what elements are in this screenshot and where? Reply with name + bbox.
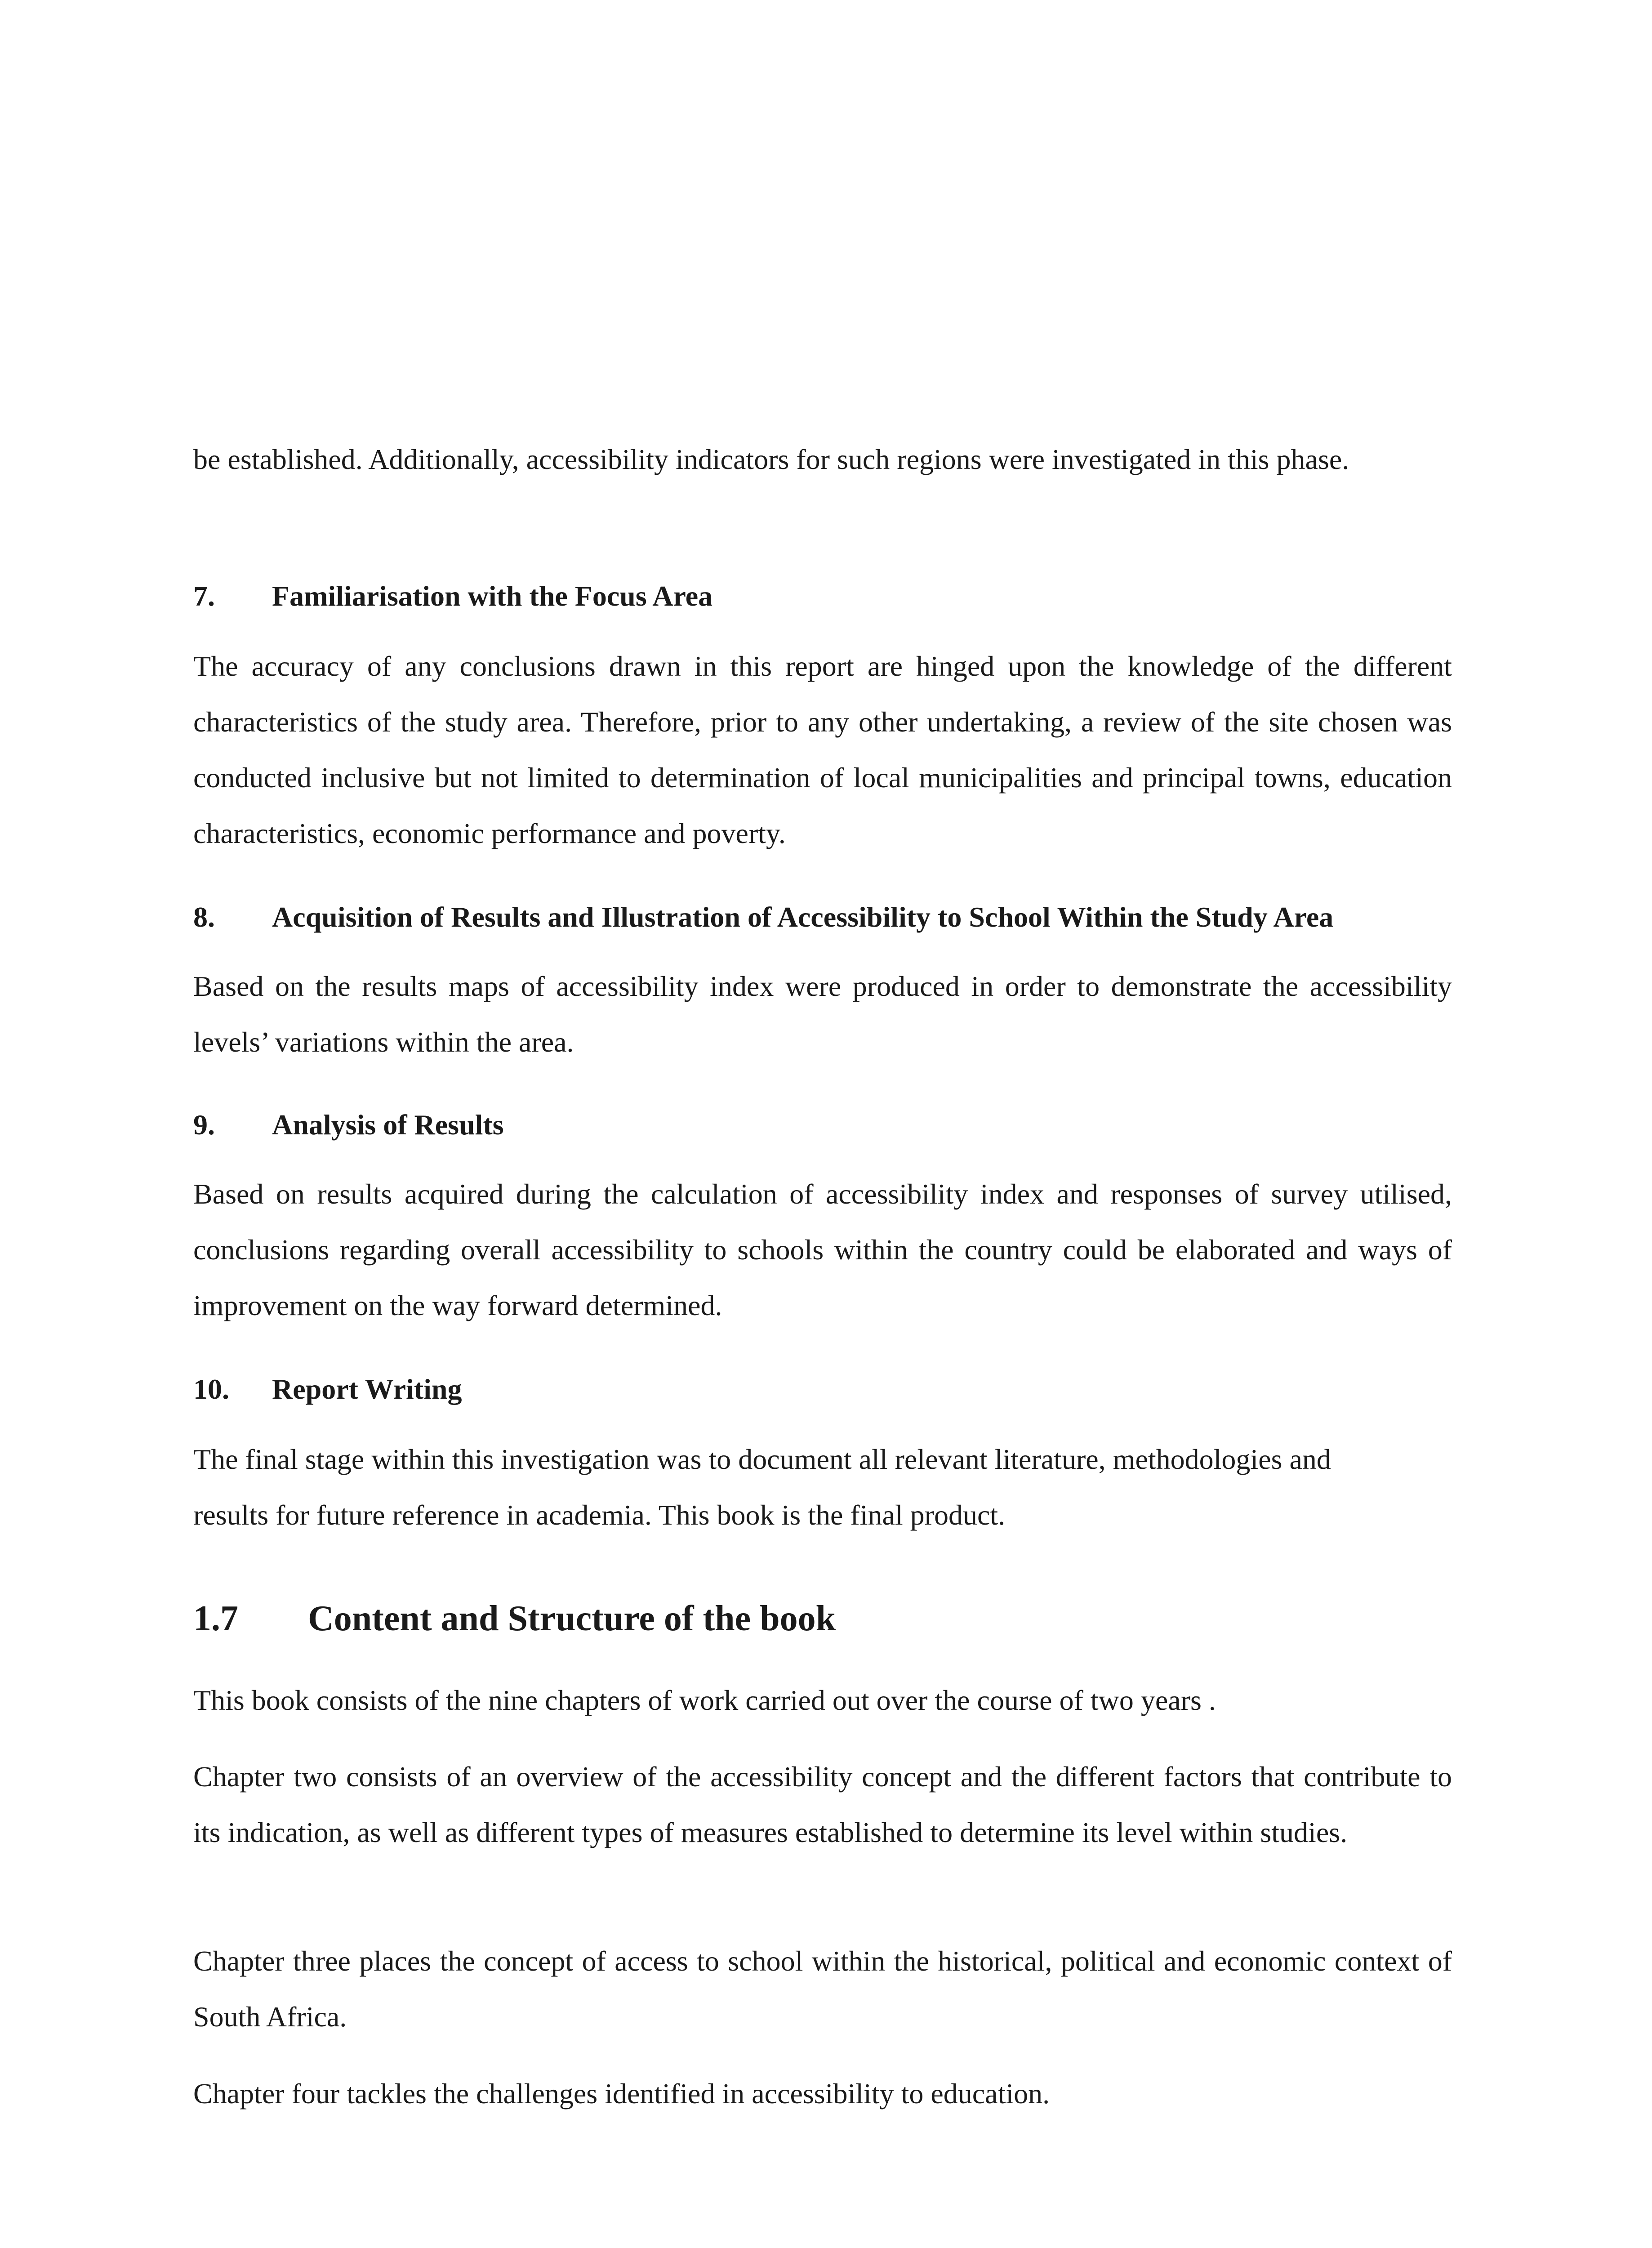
- heading-analysis: [193, 1107, 504, 1143]
- heading-report-writing: [193, 1371, 462, 1407]
- heading-title: Report Writing: [272, 1373, 462, 1405]
- book-consists-paragraph: This book consists of the nine chapters of work carried out over the course of two years .: [193, 1684, 1216, 1716]
- section-title: Content and Structure of the book: [308, 1599, 836, 1638]
- heading-acquisition: [193, 899, 1333, 935]
- chapter-four-paragraph: Chapter four tackles the challenges identified in accessibility to education.: [193, 2078, 1050, 2110]
- section-number: 1.7: [193, 1599, 238, 1638]
- heading-title: Acquisition of Results and Illustration of Accessibility to School Within the Study Area: [272, 901, 1334, 933]
- heading-title: Analysis of Results: [272, 1109, 504, 1141]
- heading-title: Familiarisation with the Focus Area: [272, 580, 713, 612]
- familiarisation-paragraph: The accuracy of any conclusions drawn in this report are hinged upon the knowledge of the different characteristics of the study area. Therefore, prior to any other undertaking, a review of the site chosen was conducted inclusive but not limited to determination of local municipalities and principal towns, education characteristics, economic performance and poverty.: [193, 650, 1452, 849]
- heading-number: 8.: [193, 901, 215, 933]
- chapter-three-paragraph: Chapter three places the concept of access to school within the historical, political and economic context of South Africa.: [193, 1945, 1452, 2033]
- section-heading: [193, 1596, 836, 1641]
- analysis-paragraph: Based on results acquired during the calculation of accessibility index and responses of survey utilised, conclusions regarding overall accessibility to schools within the country could be elaborated and ways of improvement on the way forward determined.: [193, 1178, 1452, 1321]
- intro-paragraph: be established. Additionally, accessibility indicators for such regions were investigated in this phase.: [193, 443, 1349, 475]
- heading-number: 7.: [193, 580, 215, 612]
- chapter-two-paragraph: Chapter two consists of an overview of the accessibility concept and the different factors that contribute to its indication, as well as different types of measures established to determine its level within studies.: [193, 1761, 1452, 1848]
- heading-number: 9.: [193, 1109, 215, 1141]
- heading-number: 10.: [193, 1373, 229, 1405]
- acquisition-paragraph: Based on the results maps of accessibility index were produced in order to demonstrate the accessibility levels’ variations within the area.: [193, 970, 1452, 1058]
- heading-familiarisation: [193, 578, 712, 614]
- report-paragraph: The final stage within this investigation was to document all relevant literature, methodologies and results for future reference in academia. This book is the final product.: [193, 1443, 1331, 1531]
